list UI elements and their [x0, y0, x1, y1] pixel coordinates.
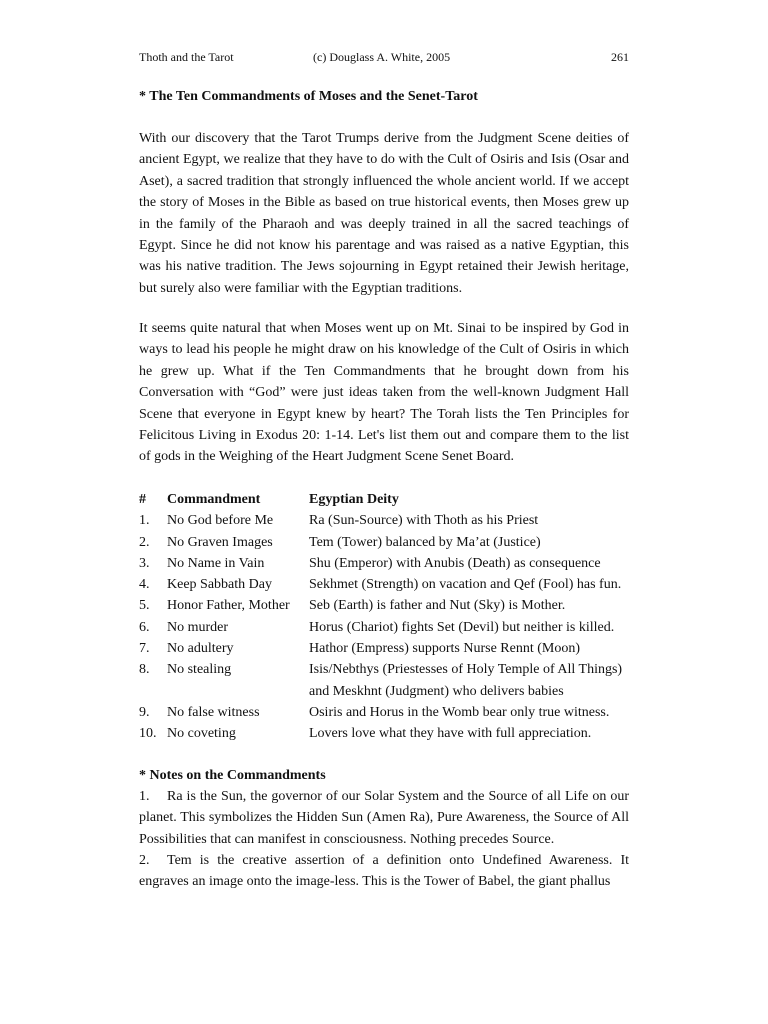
row-commandment: No adultery	[167, 641, 234, 657]
row-commandment: No murder	[167, 619, 229, 635]
row-deity: Tem (Tower) balanced by Ma’at (Justice)	[309, 534, 541, 550]
row-commandment: No coveting	[167, 726, 236, 742]
row-commandment: Honor Father, Mother	[167, 598, 290, 614]
header-page-number: 261	[611, 50, 629, 64]
row-deity: Horus (Chariot) fights Set (Devil) but neither is killed.	[309, 619, 615, 635]
paragraph-intro: With our discovery that the Tarot Trumps derive from the Judgment Scene deities of ancient Egypt, we realize that they have to do with the Cult of Osiris and Isis (Osar and Aset), a sacred tradition that strongly influenced the whole ancient world. If we accept the story of Moses in the Bible as based on true historical events, then Moses grew up in the family of the Pharaoh and was deeply trained in all the sacred teachings of Egypt. Since he did not know his parentage and was raised as a native Egyptian, this was his native tradition. The Jews sojourning in Egypt retained their Jewish heritage, but surely also were familiar with the Egyptian traditions.	[139, 131, 629, 296]
row-number: 2.	[139, 534, 150, 550]
row-commandment: No Name in Vain	[167, 555, 265, 571]
row-number: 9.	[139, 704, 150, 720]
table-row	[139, 638, 629, 659]
paragraph-moses-sinai: It seems quite natural that when Moses went up on Mt. Sinai to be inspired by God in ways to lead his people he might draw on his knowledge of the Cult of Osiris in which he grew up. What if the Ten Commandments that he brought down from his Conversation with “God” were just ideas taken from the well-known Judgment Hall Scene that everyone in Egypt knew by heart? The Torah lists the Ten Principles for Felicitous Living in Exodus 20: 1-14. Let's list them out and compare them to the list of gods in the Weighing of the Heart Judgment Scene Senet Board.	[139, 321, 629, 465]
commandments-table	[139, 489, 629, 745]
section-title: * The Ten Commandments of Moses and the Senet-Tarot	[139, 89, 478, 104]
row-number: 10.	[139, 726, 157, 742]
row-number: 5.	[139, 598, 150, 614]
column-header-number: #	[139, 492, 146, 507]
row-commandment: Keep Sabbath Day	[167, 577, 272, 593]
table-row	[139, 532, 629, 553]
table-row	[139, 659, 629, 702]
note-text: Tem is the creative assertion of a definition onto Undefined Awareness. It engraves an image onto the image-less. This is the Tower of Babel, the giant phallus	[139, 853, 629, 890]
row-deity: Sekhmet (Strength) on vacation and Qef (Fool) has fun.	[309, 577, 622, 593]
row-deity: Hathor (Empress) supports Nurse Rennt (Moon)	[309, 641, 581, 657]
row-number: 3.	[139, 555, 150, 571]
row-commandment: No false witness	[167, 704, 260, 720]
header-book-title: Thoth and the Tarot	[139, 50, 234, 64]
note-item	[139, 786, 629, 850]
row-commandment: No stealing	[167, 662, 232, 678]
note-number: 2.	[139, 853, 150, 868]
column-header-deity: Egyptian Deity	[309, 492, 399, 507]
notes-title: * Notes on the Commandments	[139, 768, 326, 783]
header-copyright: (c) Douglass A. White, 2005	[313, 50, 451, 64]
row-deity: Shu (Emperor) with Anubis (Death) as consequence	[309, 555, 601, 571]
table-row	[139, 510, 629, 531]
row-commandment: No God before Me	[167, 513, 274, 529]
row-deity: Seb (Earth) is father and Nut (Sky) is Mother.	[309, 598, 566, 614]
running-header	[139, 49, 629, 65]
row-deity: Ra (Sun-Source) with Thoth as his Priest	[309, 513, 539, 529]
row-deity: Isis/Nebthys (Priestesses of Holy Temple of All Things) and Meskhnt (Judgment) who delivers babies	[309, 662, 623, 699]
column-header-commandment: Commandment	[167, 492, 261, 507]
table-row	[139, 595, 629, 616]
table-row	[139, 617, 629, 638]
note-text: Ra is the Sun, the governor of our Solar System and the Source of all Life on our planet. This symbolizes the Hidden Sun (Amen Ra), Pure Awareness, the Source of All Possibilities that can manifest in consciousness. Nothing precedes Source.	[139, 789, 629, 847]
row-number: 6.	[139, 619, 150, 635]
row-deity: Lovers love what they have with full appreciation.	[309, 726, 592, 742]
table-row	[139, 702, 629, 723]
row-number: 4.	[139, 577, 150, 593]
row-number: 1.	[139, 513, 150, 529]
row-number: 7.	[139, 641, 150, 657]
row-deity: Osiris and Horus in the Womb bear only true witness.	[309, 704, 610, 720]
note-item	[139, 850, 629, 893]
table-header-row	[139, 489, 629, 510]
note-number: 1.	[139, 789, 150, 804]
table-row	[139, 723, 629, 744]
table-row	[139, 574, 629, 595]
row-number: 8.	[139, 662, 150, 678]
row-commandment: No Graven Images	[167, 534, 273, 550]
table-row	[139, 553, 629, 574]
